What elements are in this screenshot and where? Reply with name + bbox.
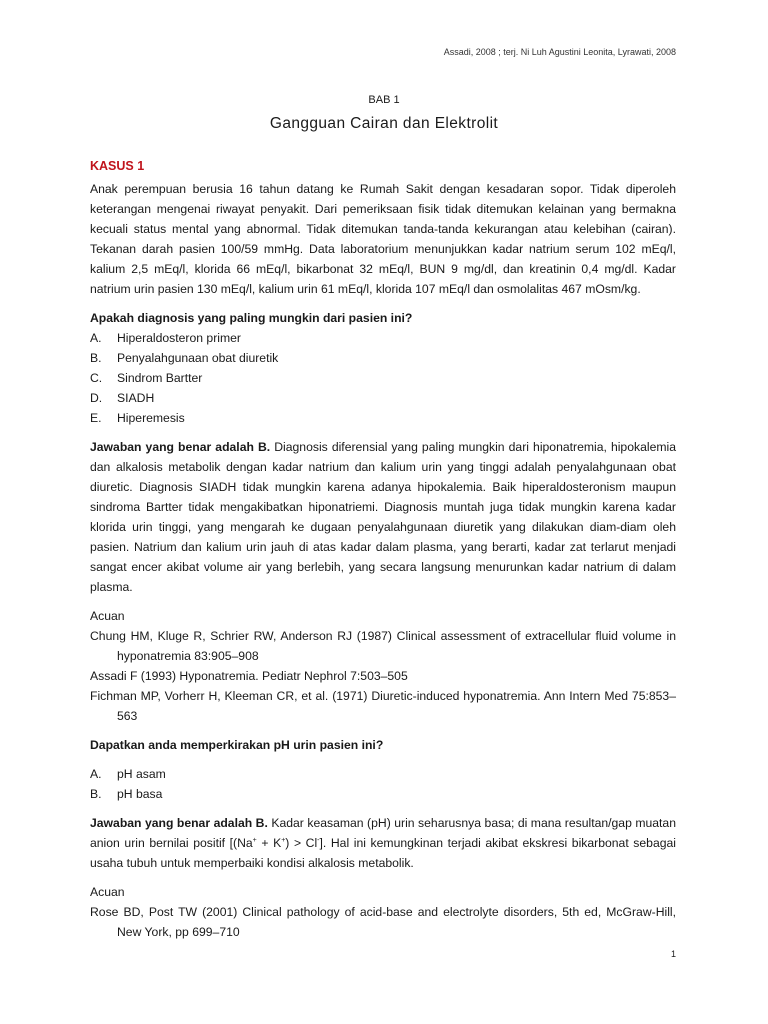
question-1: Apakah diagnosis yang paling mungkin dari pasien ini? (90, 311, 413, 325)
page-number: 1 (670, 949, 676, 959)
option-item: C. Sindrom Bartter (90, 371, 203, 385)
main-content (90, 156, 676, 942)
option-item: E. Hiperemesis (90, 411, 185, 425)
reference-item: Fichman MP, Vorherr H, Kleeman CR, et al. (1971) Diuretic-induced hyponatremia. Ann Intern Med 75:853–563 (90, 689, 676, 723)
chapter-label: BAB 1 (368, 94, 400, 106)
chapter-title: Gangguan Cairan dan Elektrolit (269, 115, 499, 132)
answer-lead: Jawaban yang benar adalah B. (90, 440, 271, 454)
reference-heading: Acuan (90, 885, 125, 899)
reference-item: Chung HM, Kluge R, Schrier RW, Anderson RJ (1987) Clinical assessment of extracellular fluid volume in hyponatremia 83:905–908 (90, 629, 676, 663)
answer-explanation: Diagnosis diferensial yang paling mungkin dari hiponatremia, hipokalemia dan alkalosis metabolik dengan kadar natrium dan kalium urin yang tinggi adalah penyalahgunaan obat diuretic. Diagnosis SIADH tidak mungkin karena adanya hipokalemia. Baik hiperaldosteronism maupun sindroma Bartter tidak mengakibatkan hiponatriemi. Diagnosis muntah juga tidak mungkin karena kadar klorida urin tinggi, yang mengarah ke dugaan penyalahgunaan diuretik yang dilakukan diam-diam oleh pasien. Natrium dan kalium urin jauh di atas kadar dalam plasma, yang berarti, kadar zat terlarut menjadi sangat encer akibat volume air yang berlebih, yang secara langsung menurunkan kadar natrium di dalam plasma. (90, 440, 676, 594)
option-item: A. Hiperaldosteron primer (90, 331, 241, 345)
answer-lead: Jawaban yang benar adalah B. (90, 816, 268, 830)
option-item: D. SIADH (90, 391, 155, 405)
reference-item: Assadi F (1993) Hyponatremia. Pediatr Nephrol 7:503–505 (90, 669, 408, 683)
answer-1 (90, 437, 676, 597)
reference-item: Rose BD, Post TW (2001) Clinical pathology of acid-base and electrolyte disorders, 5th ed, McGraw-Hill, New York, pp 699–710 (90, 905, 676, 939)
answer-2: Jawaban yang benar adalah B. Kadar keasaman (pH) urin seharusnya basa; di mana resultan/gap muatan anion urin bernilai positif [(Na+ + K+) > Cl-]. Hal ini kemungkinan terjadi akibat ekskresi bikarbonat sebagai usaha tubuh untuk memperbaiki kondisi alkalosis metabolik. (90, 816, 677, 870)
reference-heading: Acuan (90, 609, 125, 623)
running-head: Assadi, 2008 ; terj. Ni Luh Agustini Leonita, Lyrawati, 2008 (443, 47, 676, 57)
case-description: Anak perempuan berusia 16 tahun datang ke Rumah Sakit dengan kesadaran sopor. Tidak diperoleh keterangan mengenai riwayat penyakit. Dari pemeriksaan fisik tidak ditemukan kelainan yang bermakna kecuali status mental yang abnormal. Tidak ditemukan tanda-tanda kekurangan atau kelebihan (cairan). Tekanan darah pasien 100/59 mmHg. Data laboratorium menunjukkan kadar natrium serum 102 mEq/l, kalium 2,5 mEq/l, klorida 66 mEq/l, bikarbonat 32 mEq/l, BUN 9 mg/dl, dan kreatinin 0,4 mg/dl. Kadar natrium urin pasien 130 mEq/l, kalium urin 61 mEq/l, klorida 107 mEq/l dan osmolalitas 467 mOsm/kg. (90, 182, 676, 296)
option-item: A. pH asam (90, 767, 166, 781)
question-2-options (90, 764, 676, 804)
question-1-options (90, 328, 676, 428)
option-item: B. Penyalahgunaan obat diuretik (90, 351, 279, 365)
option-item: B. pH basa (90, 787, 163, 801)
case-heading: KASUS 1 (90, 159, 145, 173)
question-2: Dapatkan anda memperkirakan pH urin pasien ini? (90, 738, 384, 752)
